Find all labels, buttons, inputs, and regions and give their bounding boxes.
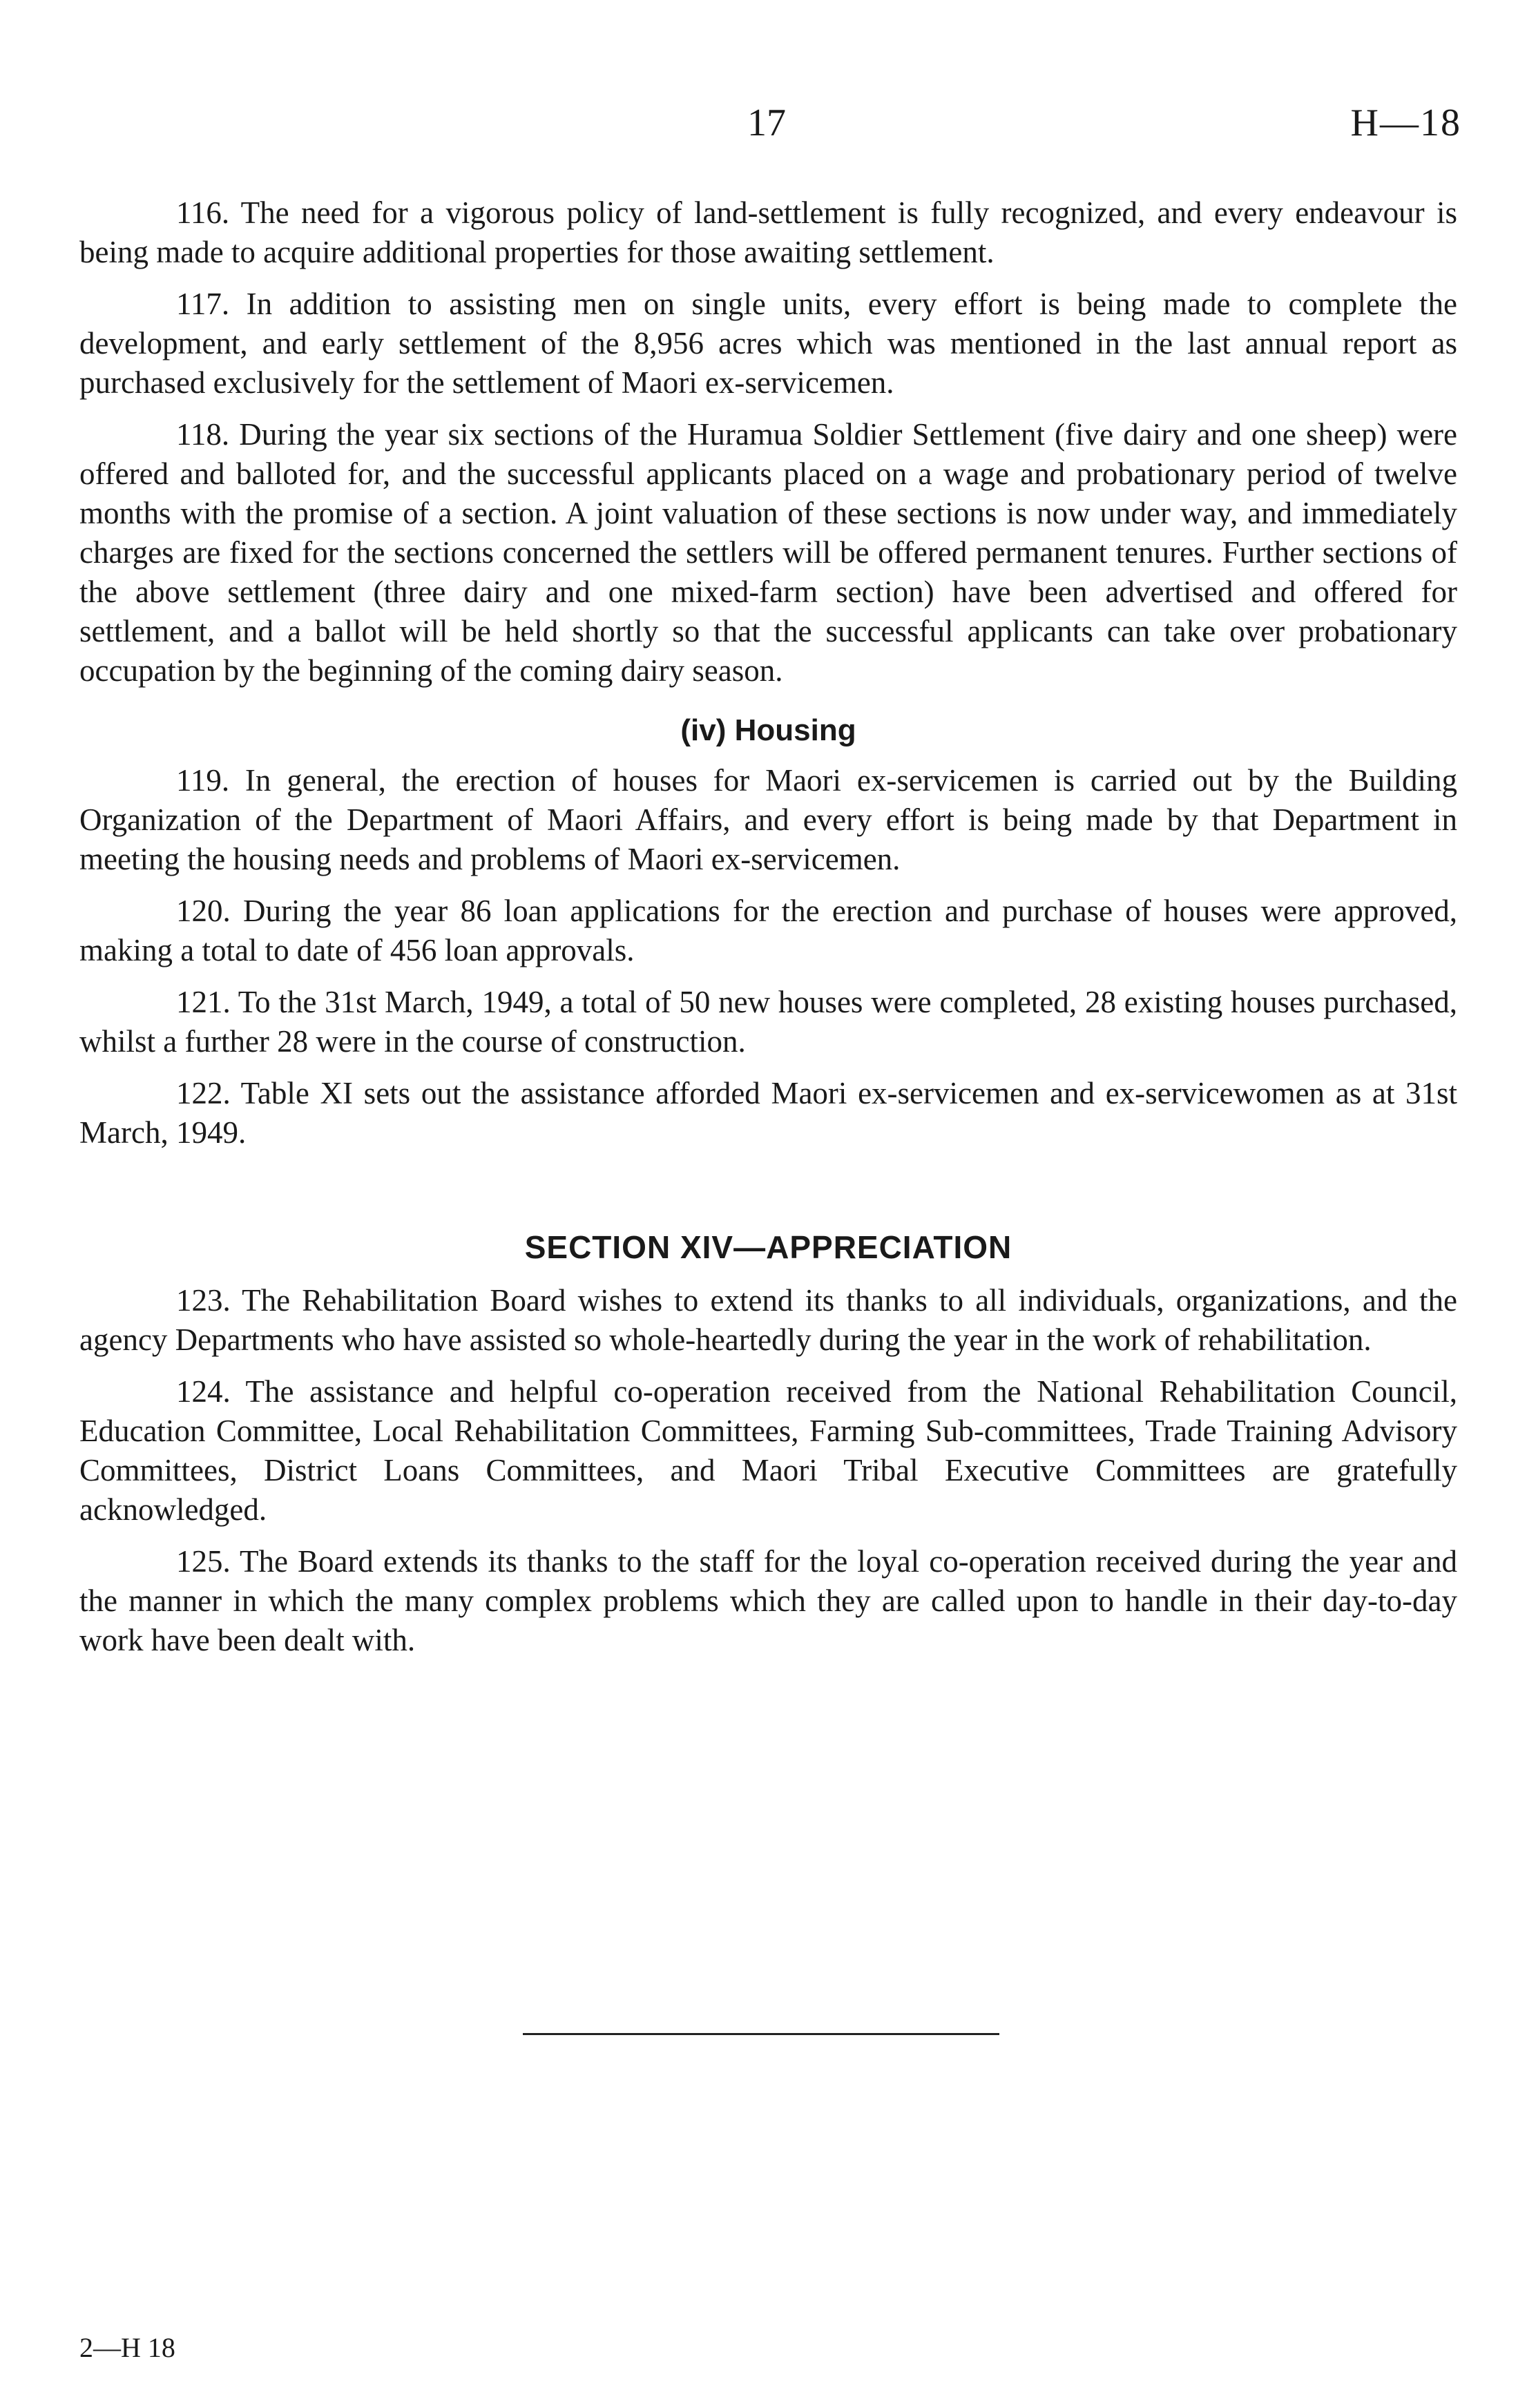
page-number: 17 <box>747 102 786 144</box>
paragraph-116: 116. The need for a vigorous policy of land-settlement is fully recognized, and every endeavour is being made to acquire additional properties for those awaiting settlement. <box>79 195 1457 269</box>
paragraph-119: 119. In general, the erection of houses for Maori ex-servicemen is carried out by the Building Organization of the Department of Maori Affairs, and every effort is being made by that Department in meeting the housing needs and problems of Maori ex-servicemen. <box>79 763 1457 876</box>
paragraph-120: 120. During the year 86 loan applications for the erection and purchase of houses were approved, making a total to date of 456 loan approvals. <box>79 894 1457 967</box>
paragraph-121: 121. To the 31st March, 1949, a total of 50 new houses were completed, 28 existing houses purchased, whilst a further 28 were in the course of construction. <box>79 985 1457 1059</box>
paragraph-124: 124. The assistance and helpful co-operation received from the National Rehabilitation Council, Education Committee, Local Rehabilitation Committees, Farming Sub-committees, Trade Training Advisory Committees, District Loans Committees, and Maori Tribal Executive Committees are gratefully acknowledged. <box>79 1374 1457 1527</box>
housing-heading: (iv) Housing <box>680 713 856 747</box>
paragraph-125: 125. The Board extends its thanks to the staff for the loyal co-operation received during the year and the manner in which the many complex problems which they are called upon to handle in their day-to-day work have been dealt with. <box>79 1544 1457 1657</box>
body-text <box>79 193 1457 1660</box>
footer-signature-ref: 2—H 18 <box>79 2332 175 2363</box>
paragraph-117: 117. In addition to assisting men on single units, every effort is being made to complete the development, and early settlement of the 8,956 acres which was mentioned in the last annual report as purchased exclusively for the settlement of Maori ex-servicemen. <box>79 287 1457 400</box>
end-rule <box>523 2033 999 2035</box>
section-heading: SECTION XIV—APPRECIATION <box>524 1229 1012 1265</box>
paragraph-118: 118. During the year six sections of the Huramua Soldier Settlement (five dairy and one sheep) were offered and balloted for, and the successful applicants placed on a wage and probationary period of twelve months with the promise of a section. A joint valuation of these sections is now under way, and immediately charges are fixed for the sections concerned the settlers will be offered permanent tenures. Further sections of the above settlement (three dairy and one mixed-farm section) have been advertised and offered for settlement, and a ballot will be held shortly so that the successful applicants can take over probationary occupation by the beginning of the coming dairy season. <box>79 417 1457 688</box>
paragraph-123: 123. The Rehabilitation Board wishes to extend its thanks to all individuals, organizations, and the agency Departments who have assisted so whole-heartedly during the year in the work of rehabilitation. <box>79 1283 1457 1357</box>
paragraph-122: 122. Table XI sets out the assistance afforded Maori ex-servicemen and ex-servicewomen as at 31st March, 1949. <box>79 1076 1457 1150</box>
document-reference: H—18 <box>1350 102 1461 144</box>
